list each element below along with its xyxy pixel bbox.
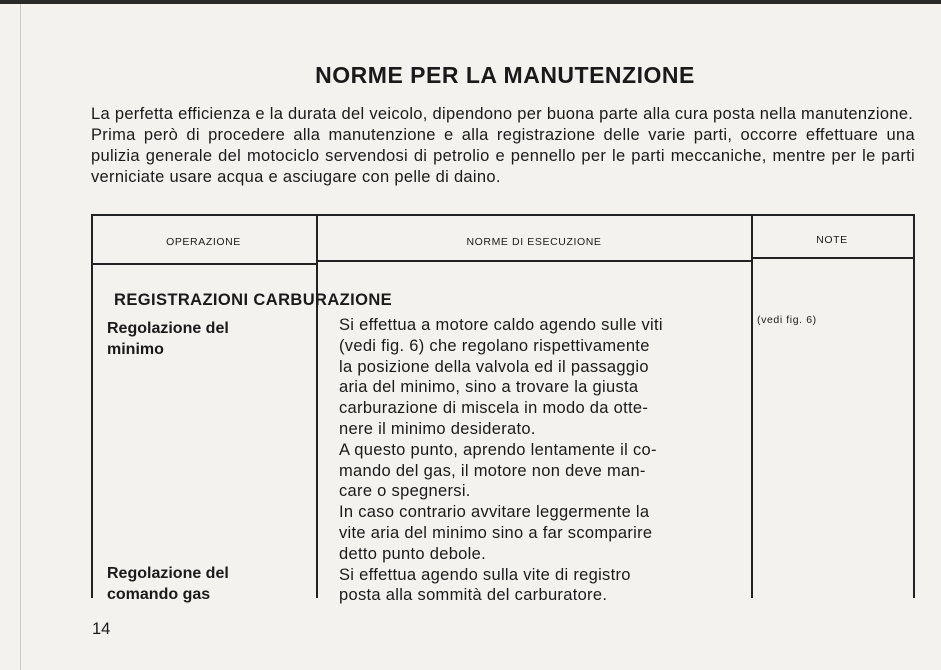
table-column-divider	[751, 214, 753, 598]
execution-instructions	[339, 315, 729, 606]
header-note: NOTE	[816, 234, 848, 246]
instruction-line: detto punto debole.	[339, 544, 486, 563]
page-title: NORME PER LA MANUTENZIONE	[315, 62, 695, 88]
table-right-border	[913, 214, 915, 598]
instruction-line: vite aria del minimo sino a far scomparire	[339, 523, 653, 542]
page-number: 14	[92, 620, 111, 638]
header-norme-di-esecuzione: NORME DI ESECUZIONE	[466, 236, 602, 248]
instruction-line: nere il minimo desiderato.	[339, 419, 536, 438]
instruction-line: (vedi fig. 6) che regolano rispettivamente	[339, 336, 650, 355]
intro-paragraph-2: Prima però di procedere alla manutenzione e alla registrazione delle varie parti, occorre effettuare una pulizia generale del motociclo servendosi di petrolio e pennello per le parti meccaniche, mentre per le parti verniciate usare acqua e asciugare con pelle di daino.	[91, 126, 915, 186]
page-spine	[20, 4, 21, 670]
table-header-separator	[316, 260, 752, 262]
note-reference: (vedi fig. 6)	[757, 314, 817, 326]
operation-label-comando-gas: Regolazione del comando gas	[107, 565, 229, 603]
instruction-line: carburazione di miscela in modo da otte-	[339, 399, 649, 418]
instruction-line: Si effettua agendo sulla vite di registro	[339, 565, 631, 584]
instruction-line: mando del gas, il motore non deve man-	[339, 461, 646, 480]
instruction-line: aria del minimo, sino a trovare la giusta	[339, 378, 639, 397]
instruction-line: A questo punto, aprendo lentamente il co-	[339, 440, 657, 459]
instruction-line: In caso contrario avvitare leggermente la	[339, 503, 650, 522]
top-edge-rule	[0, 0, 941, 4]
header-operazione: OPERAZIONE	[166, 236, 241, 248]
table-header-separator	[751, 257, 915, 259]
table-top-border	[91, 214, 915, 216]
instruction-line: la posizione della valvola ed il passaggio	[339, 357, 649, 376]
table-header-separator	[91, 263, 317, 265]
intro-paragraph-1: La perfetta efficienza e la durata del veicolo, dipendono per buona parte alla cura posta nella manutenzione.	[91, 105, 914, 123]
instruction-line: care o spegnersi.	[339, 482, 471, 501]
instruction-line: Si effettua a motore caldo agendo sulle viti	[339, 316, 663, 334]
intro-text	[91, 104, 915, 188]
operation-label-minimo: Regolazione del minimo	[107, 320, 229, 358]
section-title: REGISTRAZIONI CARBURAZIONE	[114, 291, 393, 309]
instruction-line: posta alla sommità del carburatore.	[339, 586, 608, 605]
table-left-border	[91, 214, 93, 598]
table-column-divider	[316, 214, 318, 598]
